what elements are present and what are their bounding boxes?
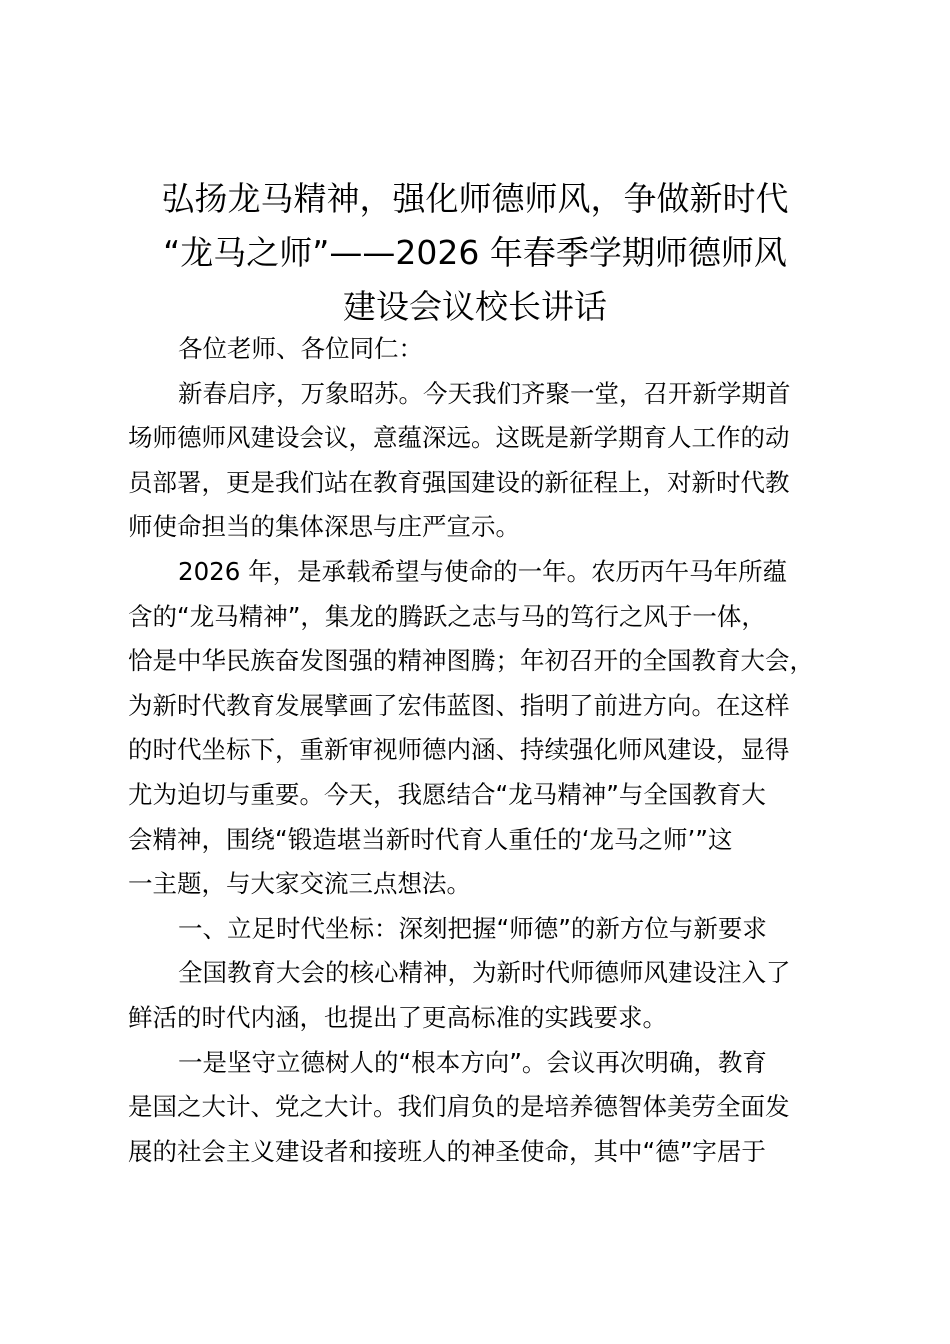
- paragraph-2-line: 2026 年，是承载希望与使命的一年。农历丙午马年所蕴: [178, 556, 788, 586]
- title-line-2: “龙马之师”——2026 年春季学期师德师风: [163, 233, 787, 272]
- document-title: [100, 172, 850, 334]
- paragraph-2-line: 恰是中华民族奋发图强的精神图腾；年初召开的全国教育大会，: [128, 646, 814, 676]
- paragraph-4-line: 一是坚守立德树人的“根本方向”。会议再次明确，教育: [178, 1047, 767, 1077]
- paragraph-4-line: 展的社会主义建设者和接班人的神圣使命，其中“德”字居于: [128, 1136, 766, 1166]
- paragraph-1-line: 员部署，更是我们站在教育强国建设的新征程上，对新时代教: [128, 467, 790, 497]
- paragraph-2-line: 会精神，围绕“锻造堪当新时代育人重任的‘龙马之师’”这: [128, 824, 733, 854]
- paragraph-2-line: 为新时代教育发展擘画了宏伟蓝图、指明了前进方向。在这样: [128, 690, 790, 720]
- document-body: [128, 327, 840, 1174]
- paragraph-3-line: 鲜活的时代内涵，也提出了更高标准的实践要求。: [128, 1002, 667, 1032]
- title-line-1: 弘扬龙马精神，强化师德师风，争做新时代: [161, 179, 789, 218]
- section-heading-1: 一、立足时代坐标：深刻把握“师德”的新方位与新要求: [178, 913, 767, 943]
- paragraph-2-line: 一主题，与大家交流三点想法。: [128, 869, 471, 899]
- paragraph-1-line: 新春启序，万象昭苏。今天我们齐聚一堂，召开新学期首: [178, 378, 791, 408]
- paragraph-2-line: 的时代坐标下，重新审视师德内涵、持续强化师风建设，显得: [128, 735, 790, 765]
- salutation: 各位老师、各位同仁：: [178, 334, 423, 363]
- title-line-3: 建设会议校长讲话: [343, 287, 607, 326]
- paragraph-2-line: 尤为迫切与重要。今天，我愿结合“龙马精神”与全国教育大: [128, 779, 766, 809]
- paragraph-1-line: 师使命担当的集体深思与庄严宣示。: [128, 512, 520, 542]
- paragraph-4-line: 是国之大计、党之大计。我们肩负的是培养德智体美劳全面发: [128, 1092, 790, 1122]
- paragraph-3-line: 全国教育大会的核心精神，为新时代师德师风建设注入了: [178, 958, 791, 988]
- paragraph-2-line: 含的“龙马精神”，集龙的腾跃之志与马的笃行之风于一体，: [128, 601, 766, 631]
- paragraph-1-line: 场师德师风建设会议，意蕴深远。这既是新学期育人工作的动: [128, 423, 790, 453]
